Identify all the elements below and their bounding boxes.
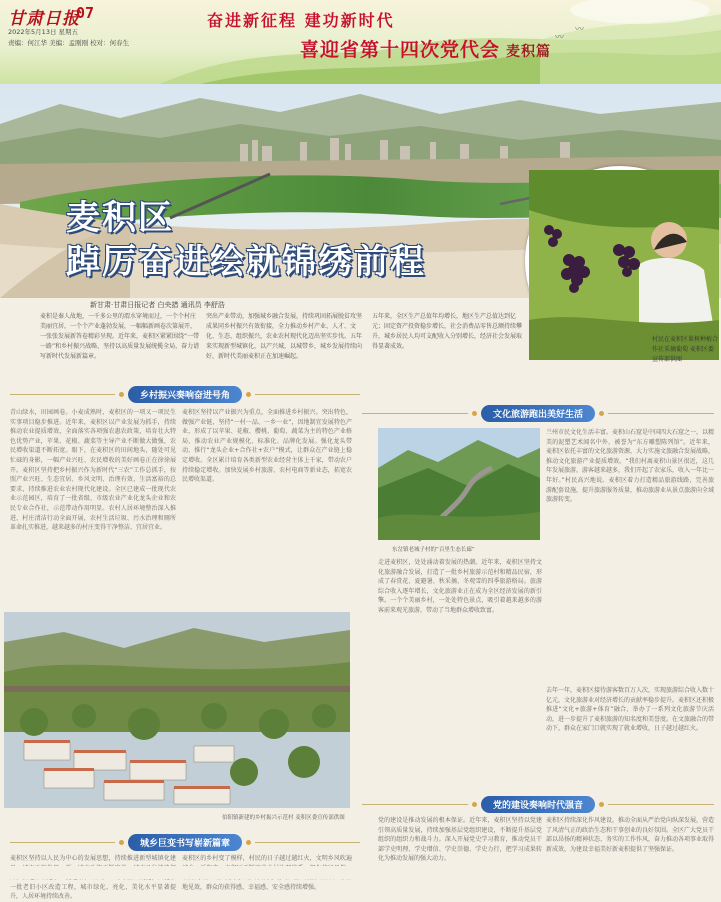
section-rule	[10, 394, 115, 395]
section-dot	[599, 411, 604, 416]
village-photo-caption: 伯阳镇新建的乡村振兴示范村 麦积区委宣传部供图	[222, 815, 345, 821]
page-number: 07	[76, 4, 95, 22]
section-dot	[599, 802, 604, 807]
masthead-meta	[8, 27, 129, 49]
mountain-road-photo	[378, 428, 540, 540]
article-column-4: 走进麦积区，处处涌动着发展的热潮。近年来，麦积区坚持文化旅游融合发展，打造了一批乡村旅游示范村和精品民宿，形成了春赏花、夏避暑、秋采摘、冬观雪的四季旅游格局。旅游综合收入逐年增长，文化旅游业正在成为全区经济发展的新引擎。一个个美丽乡村，一处处特色景点，吸引着越来越多的游客前来观光旅游，带动了当地群众增收致富。	[378, 559, 542, 614]
section-title: 党的建设奏响时代强音	[481, 796, 595, 813]
grape-farmer-image	[529, 170, 719, 360]
masthead	[0, 0, 721, 84]
section-rule	[255, 842, 360, 843]
lead-paragraph-3: 五年来，全区生产总值年均增长，地区生产总值达到亿元；固定资产投资稳步增长，社会消费品零售总额持续攀升，城乡居民人均可支配收入分别增长，经济社会发展取得显著成效。	[372, 313, 523, 350]
bird-icon: 〰	[555, 33, 565, 43]
mountain-road-image	[378, 428, 540, 540]
article-column-urban-2: 麦积区的乡村变了模样，村民的日子越过越红火，文明乡风吹遍 地见效，群众的获得感、幸福感、安全感持续增强。	[182, 855, 352, 891]
section-title: 乡村振兴奏响奋进号角	[128, 386, 242, 403]
section-rule	[362, 804, 468, 805]
section-dot	[119, 840, 124, 845]
lead-paragraph-1: 麦积是秦人故地，一千多公里的渭水穿境而过，一个个村庄美丽宜居，一个个产业蓬勃发展，一幅幅新画卷次第展开，一张张发展新答卷精彩呈现。近年来，麦积区紧紧围绕“一带一路”和乡村振兴战略，坚持以高质量发展统揽全局，奋力谱写新时代发展新篇章。	[40, 313, 200, 360]
editor-credits: 责编：何江华 美编：孟刚刚 校对：何春生	[8, 39, 130, 47]
section-rule	[10, 842, 115, 843]
article-column-3: 兰州市民文化生活丰富。麦积山石窟是中国四大石窟之一，以精美的泥塑艺术闻名中外，被誉为“东方雕塑陈列馆”。近年来，麦积区依托丰富的文化旅游资源，大力实施文旅融合发展战略，推动文化旅游产业提质增效。“我们村离麦积山景区很近，这几年发展旅游，游客越来越多，我们开起了农家乐，收入一年比一年好。”村民高兴地说。麦积区着力打造精品旅游线路，完善旅游配套设施，提升旅游服务质量，推动旅游业从景点旅游向全域旅游转变。	[546, 429, 715, 504]
section-header-rural	[10, 386, 360, 402]
section-dot	[246, 840, 251, 845]
hero-title-line1: 麦积区	[66, 198, 174, 238]
hero-title	[66, 196, 426, 284]
headline-text: 喜迎省第十四次党代会	[300, 39, 501, 61]
lead-paragraph-2: 突出产业带动，加强城乡融合发展，持续巩固拓展脱贫攻坚成果同乡村振兴有效衔接，全力推动乡村产业、人才、文化、生态、组织振兴，农业农村现代化迈出坚实步伐。五年来实现新型城镇化，以产兴城，以城带乡，城乡发展持续向好，新时代美丽麦积正在加速崛起。	[206, 313, 363, 360]
section-title: 城乡巨变书写崭新篇章	[128, 834, 242, 851]
section-header-party	[362, 796, 714, 812]
bird-icon: 〰	[575, 25, 585, 35]
page-bottom-margin	[0, 866, 721, 879]
article-column-6: 党的建设是推动发展的根本保证。近年来，麦积区坚持以党建引领高质量发展，持续加强基层党组织建设，不断提升基层党组织的组织力和战斗力。深入开展党史学习教育，推动党员干部学史明理、学史增信、学史崇德、学史力行，把学习成果转化为推动发展的强大动力。	[378, 817, 542, 863]
section-dot	[472, 802, 477, 807]
article-column-1: 青山绿水，田园画卷。小麦成熟时，麦积区的一项又一项民生实事项目稳步推进。近年来，麦积区以产业发展为抓手，持续推动农业提质增效，全面落实各项强农惠农政策，培育壮大特色优势产业，苹果、花椒、蔬菜等主导产业不断做大做强，农民增收渠道不断拓宽。眼下，在麦积区的田间地头，随处可见忙碌的身影，一幅产业兴旺、农民增收的美好画卷正在徐徐展开。麦积区坚持把乡村振兴作为新时代“三农”工作总抓手，按照产业兴旺、生态宜居、乡风文明、治理有效、生活富裕的总要求，持续推进农业农村现代化建设。全区已建成一批现代农业示范园区，培育了一批省级、市级农业产业化龙头企业和农民专业合作社，示范带动作用明显。农村人居环境整治深入推进，村庄清洁行动全面开展，农村生活垃圾、污水治理和厕所革命扎实推进，越来越多的村庄变得干净整洁、宜居宜业。	[10, 409, 176, 532]
newspaper-name: 甘肃日报	[8, 9, 80, 29]
section-rule	[608, 804, 714, 805]
page-headline	[300, 35, 551, 62]
issue-date: 2022年5月13日 星期五	[8, 28, 79, 36]
section-rule	[608, 413, 714, 414]
slogan: 奋进新征程 建功新时代	[207, 11, 395, 30]
grape-harvest-photo	[525, 166, 715, 356]
article-column-2: 麦积区坚持以产业振兴为重点，全面推进乡村振兴。突出特色，做强产业链，坚持“一村一品、一乡一业”，因地制宜发展特色产业，形成了以苹果、花椒、樱桃、葡萄、蔬菜为主的特色产业格局，推动农业产业规模化、标准化、品牌化发展。强化龙头带动，推行“龙头企业+合作社+农户”模式，让群众在产业链上稳定增收。全区累计培育各类新型农业经营主体上千家，带动农户持续稳定增收。加快发展乡村旅游、农村电商等新业态，拓宽农民增收渠道。	[182, 409, 352, 484]
section-title: 文化旅游跑出美好生活	[481, 405, 595, 422]
village-aerial-photo	[4, 612, 350, 808]
article-column-urban-1: 麦积区坚持以人民为中心的发展思想，持续推进新型城镇化建 一批老旧小区改造工程，城市绿化、亮化、美化水平显著提升，人居环境持续改善。	[10, 855, 176, 901]
hero-title-line2: 踔厉奋进绘就锦绣前程	[66, 242, 426, 282]
article-byline: 新甘肃·甘肃日报记者 白央措 通讯员 李舒浩	[90, 301, 225, 309]
village-aerial-image	[4, 612, 350, 808]
section-rule	[255, 394, 360, 395]
section-dot	[246, 392, 251, 397]
special-edition-label: 麦积篇	[506, 44, 552, 60]
section-header-culture	[362, 405, 714, 421]
grape-photo-caption: 村民在麦积区果树种植合作社采摘葡萄 麦积区委宣传部供图	[652, 336, 719, 363]
article-column-7: 麦积区持续深化作风建设，推动全面从严治党向纵深发展，营造了风清气正的政治生态和干事创业的良好氛围。全区广大党员干部以昂扬的精神状态、务实的工作作风，奋力推动各项事业取得新成效，为建设幸福美好新麦积提供了坚强保证。	[546, 817, 715, 853]
section-rule	[362, 413, 468, 414]
mountain-photo-caption: 东岔镇老城子村的“百里生态长廊”	[392, 547, 475, 553]
section-dot	[472, 411, 477, 416]
section-dot	[119, 392, 124, 397]
section-header-urban	[10, 834, 360, 850]
article-column-5: 去年一年，麦积区接待游客数百万人次，实现旅游综合收入数十亿元，文化旅游业对经济增长的贡献率稳步提升。麦积区还积极推进“文化+旅游+体育”融合，举办了一系列文化旅游节庆活动，进一步提升了麦积旅游的知名度和美誉度。在文旅融合的带动下，群众在家门口就实现了就业增收，日子越过越红火。	[546, 687, 715, 733]
